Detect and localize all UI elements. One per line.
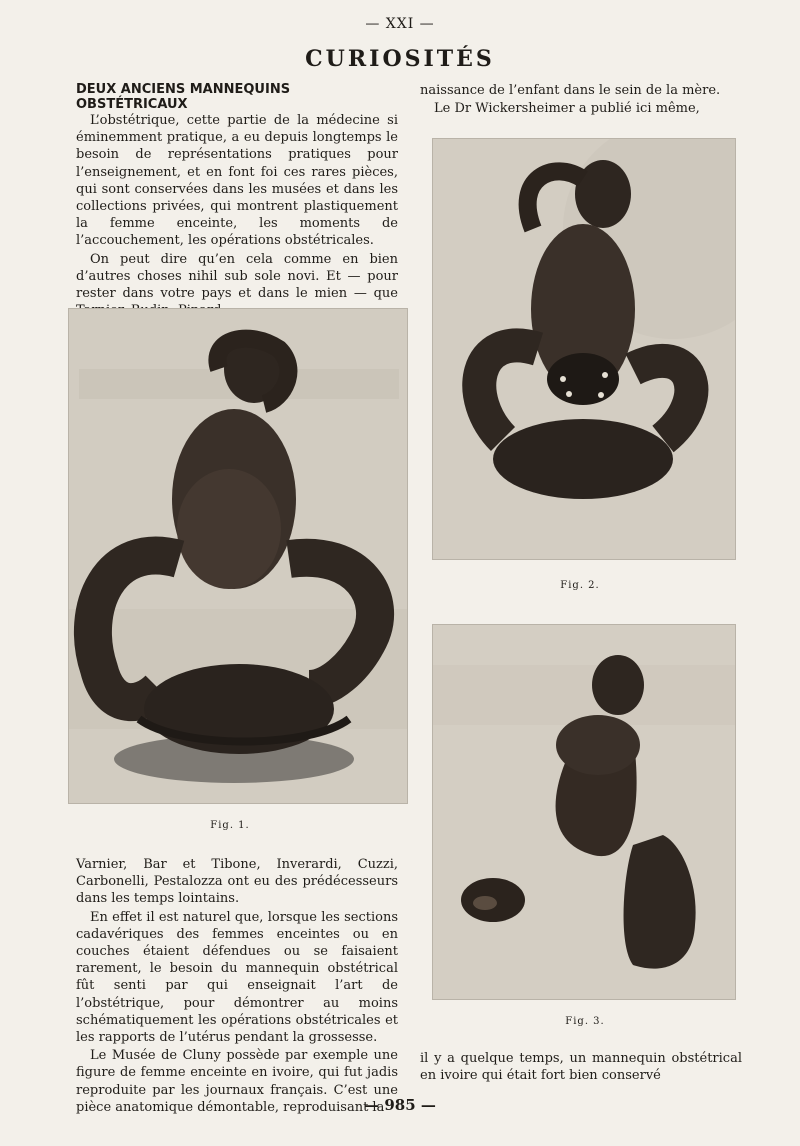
paragraph-1: L’obstétrique, cette partie de la médecine si éminemment pratique, a eu depuis longtemps le besoin de représentations pratiques pour l’enseignement, et en font foi ces rares pièces, qui sont conservées dans les musées et dans les collections privées, qui montrent plastiquement la femme enceinte, les moments de l’accouchement, les opérations obstétricales. <box>76 113 398 249</box>
paragraph-7: Le Dr Wickersheimer a publié ici même, <box>434 101 700 117</box>
figure-1-caption: Fig. 1. <box>210 820 250 831</box>
paragraph-3: Varnier, Bar et Tibone, Inverardi, Cuzzi, Carbonelli, Pestalozza ont eu des prédécesseurs dans les temps lointains. <box>76 857 398 907</box>
left-column-top <box>76 112 398 320</box>
figure-1-photo <box>68 308 408 804</box>
paragraph-5: Le Musée de Cluny possède par exemple une figure de femme enceinte en ivoire, qui fut jadis reproduite par les journaux français. C’est une pièce anatomique démontable, reproduisant la <box>76 1048 398 1115</box>
figure-2-photo <box>432 138 736 560</box>
right-column-top <box>420 82 742 118</box>
paragraph-6: naissance de l’enfant dans le sein de la mère. <box>420 83 721 98</box>
figure-3-photo <box>432 624 736 1000</box>
right-column-bottom <box>420 1050 742 1085</box>
page-folio: — XXI — <box>365 16 435 32</box>
article-title: DEUX ANCIENS MANNEQUINS OBSTÉTRICAUX <box>76 82 291 112</box>
paragraph-2: On peut dire qu’en cela comme en bien d’autres choses nihil sub sole novi. Et — pour rester dans votre pays et dans le mien — que <box>76 251 398 302</box>
paragraph-4: En effet il est naturel que, lorsque les sections cadavériques des femmes enceintes ou en couches étaient défendues ou se faisaient rarement, le besoin du mannequin obstétrical fût senti par qui enseignait l’art de l’obstétrique, pour démontrer au moins schématiquement les opérations obstétricales et les rapports de l’utérus pendant la grossesse. <box>76 909 398 1046</box>
figure-2-caption: Fig. 2. <box>560 580 600 591</box>
section-title: CURIOSITÉS <box>305 46 495 72</box>
statuette-3-image <box>433 625 735 999</box>
statuette-1-image <box>69 309 407 803</box>
paragraph-8: il y a quelque temps, un mannequin obstétrical en ivoire qui était fort bien conservé <box>420 1051 742 1084</box>
left-column-bottom <box>76 856 398 1117</box>
page-number: — 985 — <box>364 1096 436 1114</box>
statuette-2-image <box>433 139 735 559</box>
figure-3-caption: Fig. 3. <box>565 1016 605 1027</box>
